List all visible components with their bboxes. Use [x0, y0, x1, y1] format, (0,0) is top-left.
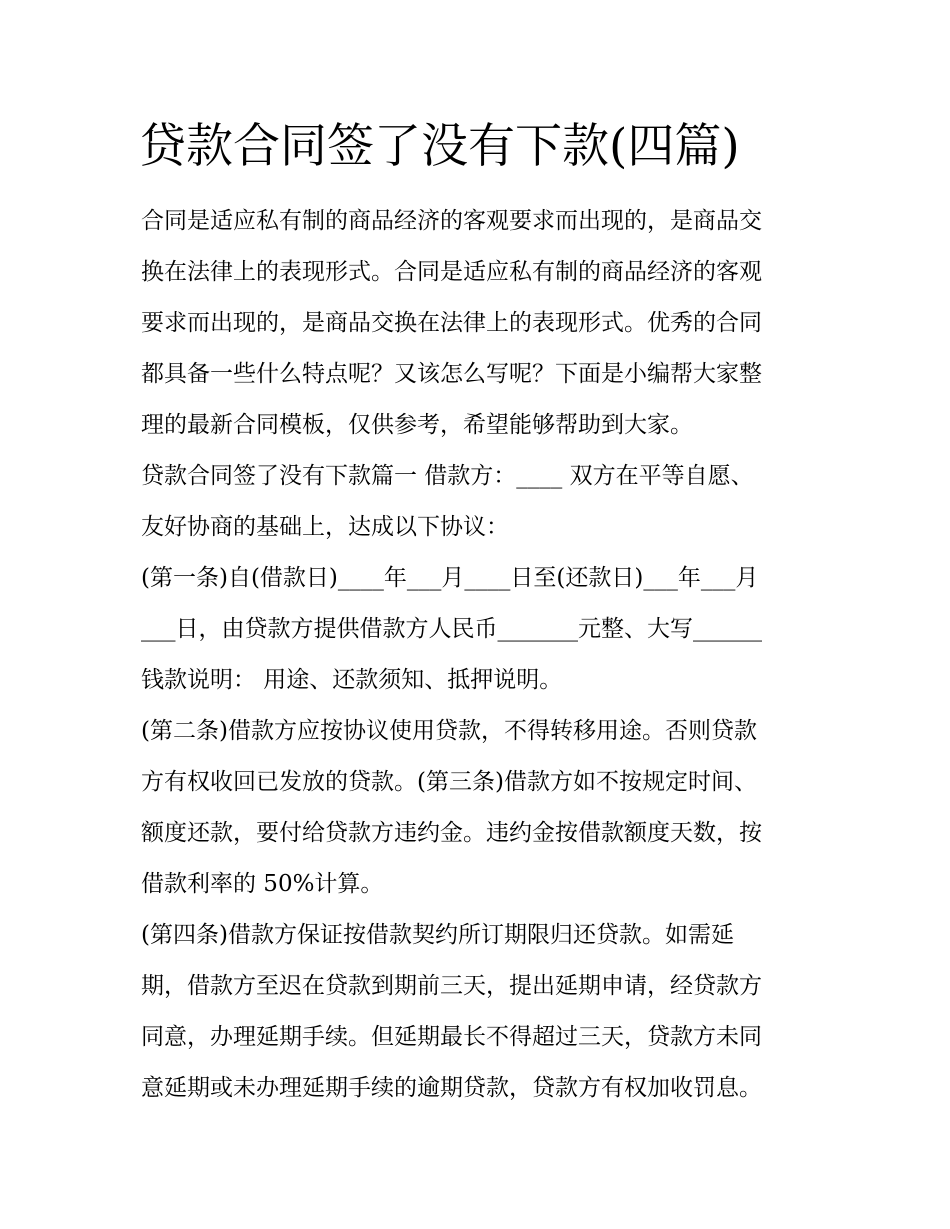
- body-line-clause-4-c: 同意，办理延期手续。但延期最长不得超过三天，贷款方未同: [141, 1024, 762, 1050]
- body-line-clause-1-c: 钱款说明： 用途、还款须知、抵押说明。: [141, 667, 563, 693]
- document-title: 贷款合同签了没有下款(四篇): [139, 119, 740, 174]
- body-line-article-heading-2: 友好协商的基础上，达成以下协议：: [141, 514, 509, 540]
- body-line-clause-3-b: 借款利率的 50%计算。: [141, 871, 384, 897]
- body-line-clause-4-d: 意延期或未办理延期手续的逾期贷款，贷款方有权加收罚息。: [141, 1075, 762, 1101]
- body-line-intro-4: 都具备一些什么特点呢？又该怎么写呢？下面是小编帮大家整: [141, 361, 762, 387]
- body-line-clause-4-a: (第四条)借款方保证按借款契约所订期限归还贷款。如需延: [141, 922, 734, 948]
- body-line-intro-3: 要求而出现的，是商品交换在法律上的表现形式。优秀的合同: [141, 310, 762, 336]
- body-line-intro-2: 换在法律上的表现形式。合同是适应私有制的商品经济的客观: [141, 259, 762, 285]
- body-line-clause-2-a: (第二条)借款方应按协议使用贷款，不得转移用途。否则贷款: [141, 718, 757, 744]
- body-line-article-heading-1: 贷款合同签了没有下款篇一 借款方：____ 双方在平等自愿、: [141, 463, 754, 489]
- body-line-clause-3-a: 额度还款，要付给贷款方违约金。违约金按借款额度天数，按: [141, 820, 762, 846]
- body-line-clause-2-b: 方有权收回已发放的贷款。(第三条)借款方如不按规定时间、: [141, 769, 757, 795]
- body-line-clause-4-b: 期，借款方至迟在贷款到期前三天，提出延期申请，经贷款方: [141, 973, 762, 999]
- body-line-clause-1-a: (第一条)自(借款日)____年___月____日至(还款日)___年___月: [141, 565, 759, 591]
- document-body: [141, 196, 813, 1114]
- body-line-intro-1: 合同是适应私有制的商品经济的客观要求而出现的，是商品交: [141, 208, 762, 234]
- body-line-intro-5: 理的最新合同模板，仅供参考，希望能够帮助到大家。: [141, 412, 693, 438]
- body-line-clause-1-b: ___日，由贷款方提供借款方人民币_______元整、大写______: [141, 616, 762, 642]
